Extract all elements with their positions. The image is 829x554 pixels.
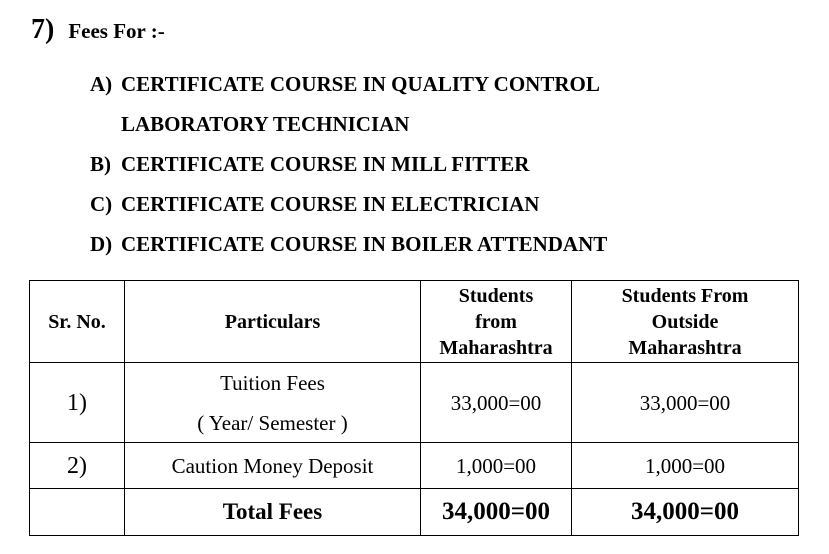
- sr-no-cell: 2): [30, 443, 125, 489]
- table-header-row: [30, 281, 799, 363]
- particulars-cell: Caution Money Deposit: [125, 443, 421, 489]
- course-name: CERTIFICATE COURSE IN BOILER ATTENDANT: [121, 232, 608, 256]
- header-sr-no: Sr. No.: [30, 281, 125, 363]
- maharashtra-fee-cell: 33,000=00: [421, 363, 572, 443]
- particulars-cell: [125, 363, 421, 443]
- particulars-line: Tuition Fees: [220, 370, 325, 395]
- total-label: Total Fees: [125, 489, 421, 536]
- header-particulars: Particulars: [125, 281, 421, 363]
- course-item-b: [90, 152, 529, 176]
- header-line: Maharashtra: [439, 336, 553, 359]
- header-line: Maharashtra: [628, 336, 742, 359]
- course-letter: A): [90, 72, 113, 96]
- course-name: CERTIFICATE COURSE IN ELECTRICIAN: [121, 192, 540, 216]
- outside-fee-cell: 33,000=00: [572, 363, 799, 443]
- course-name-continued: LABORATORY TECHNICIAN: [121, 112, 410, 136]
- total-outside: 34,000=00: [572, 489, 799, 536]
- outside-fee-cell: 1,000=00: [572, 443, 799, 489]
- course-name: CERTIFICATE COURSE IN QUALITY CONTROL: [121, 72, 600, 96]
- total-sr-cell: [30, 489, 125, 536]
- total-row: [30, 489, 799, 536]
- sr-no-cell: 1): [30, 363, 125, 443]
- maharashtra-fee-cell: 1,000=00: [421, 443, 572, 489]
- course-name: CERTIFICATE COURSE IN MILL FITTER: [121, 152, 530, 176]
- header-line: Students From: [621, 284, 749, 307]
- header-line: from: [475, 310, 517, 333]
- particulars-line: ( Year/ Semester ): [197, 410, 348, 435]
- table-row: [30, 363, 799, 443]
- section-number: 7): [31, 14, 55, 45]
- section-title: Fees For :-: [68, 19, 165, 43]
- fees-table: [29, 280, 799, 536]
- course-letter: C): [90, 192, 113, 216]
- course-item-c: [90, 192, 539, 216]
- course-item-d: [90, 232, 607, 256]
- course-item-a-continued: [121, 112, 409, 136]
- section-heading: [31, 14, 165, 48]
- course-letter: B): [90, 152, 111, 176]
- header-line: Outside: [651, 310, 719, 333]
- header-students-maharashtra: [421, 281, 572, 363]
- header-line: Students: [458, 284, 534, 307]
- course-item-a: [90, 72, 600, 96]
- course-letter: D): [90, 232, 113, 256]
- total-maharashtra: 34,000=00: [421, 489, 572, 536]
- header-students-outside: [572, 281, 799, 363]
- table-row: [30, 443, 799, 489]
